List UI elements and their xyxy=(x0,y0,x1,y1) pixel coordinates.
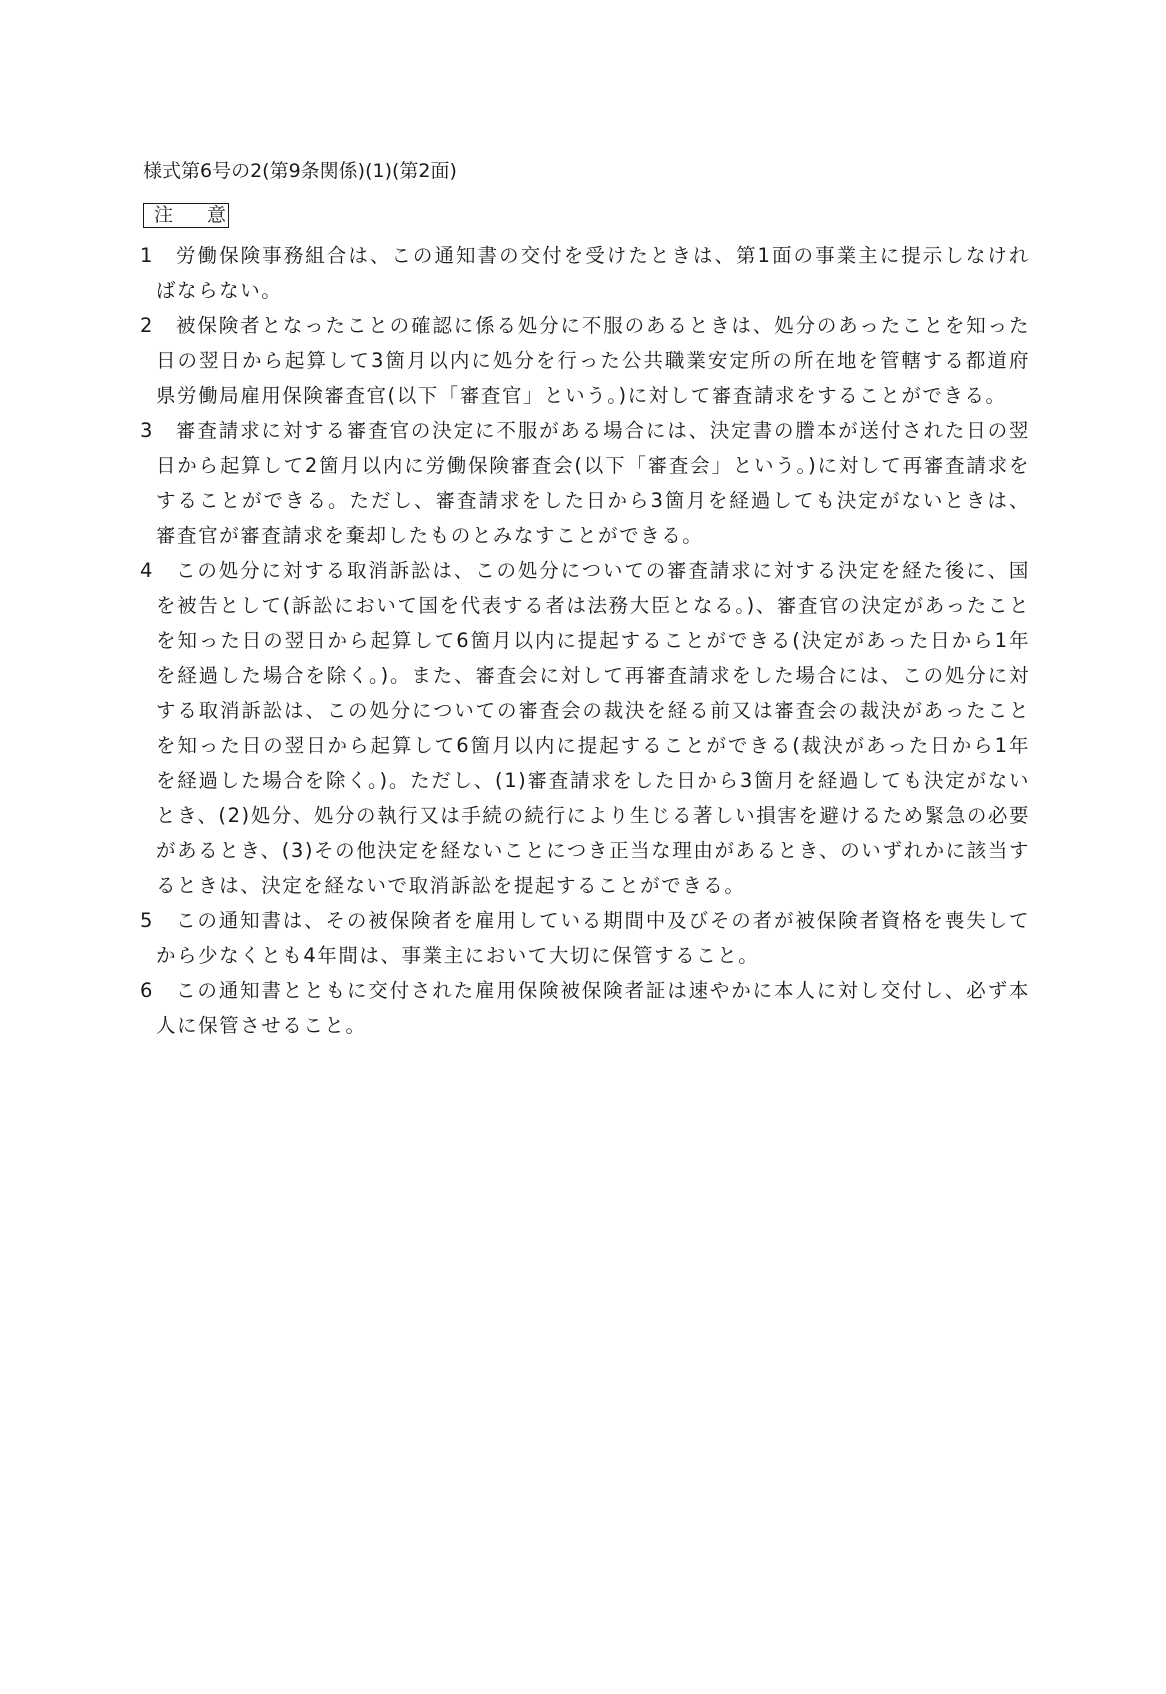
note-text: この処分に対する取消訴訟は、この処分についての審査請求に対する決定を経た後に、国を被告として(訴訟において国を代表する者は法務大臣となる。)、審査官の決定があったことを知った日の翌日から起算して6箇月以内に提起することができる(決定があった日から1年を経過した場合を除く。)。また、審査会に対して再審査請求をした場合には、この処分に対する取消訴訟は、この処分についての審査会の裁決を経る前又は審査会の裁決があったことを知った日の翌日から起算して6箇月以内に提起することができる(裁決があった日から1年を経過した場合を除く。)。ただし、(1)審査請求をした日から3箇月を経過しても決定がないとき、(2)処分、処分の執行又は手続の続行により生じる著しい損害を避けるため緊急の必要があるとき、(3)その他決定を経ないことにつき正当な理由があるとき、のいずれかに該当するときは、決定を経ないで取消訴訟を提起することができる。 xyxy=(156,559,1030,897)
note-item xyxy=(140,413,1030,553)
note-item xyxy=(140,238,1030,308)
note-item xyxy=(140,553,1030,903)
note-item xyxy=(140,308,1030,413)
caution-heading-box: 注 意 xyxy=(143,203,229,228)
note-number: 4 xyxy=(140,559,153,582)
form-identifier: 様式第6号の2(第9条関係)(1)(第2面) xyxy=(143,160,457,182)
note-item xyxy=(140,973,1030,1043)
note-number: 6 xyxy=(140,979,153,1002)
notes-list xyxy=(140,238,1030,1043)
note-text: この通知書は、その被保険者を雇用している期間中及びその者が被保険者資格を喪失してから少なくとも4年間は、事業主において大切に保管すること。 xyxy=(156,909,1030,967)
note-number: 5 xyxy=(140,909,153,932)
note-text: 労働保険事務組合は、この通知書の交付を受けたときは、第1面の事業主に提示しなければならない。 xyxy=(156,244,1030,302)
note-text: この通知書とともに交付された雇用保険被保険者証は速やかに本人に対し交付し、必ず本人に保管させること。 xyxy=(156,979,1030,1037)
note-text: 審査請求に対する審査官の決定に不服がある場合には、決定書の謄本が送付された日の翌日から起算して2箇月以内に労働保険審査会(以下「審査会」という。)に対して再審査請求をすることができる。ただし、審査請求をした日から3箇月を経過しても決定がないときは、審査官が審査請求を棄却したものとみなすことができる。 xyxy=(156,419,1030,547)
note-number: 3 xyxy=(140,419,153,442)
note-number: 2 xyxy=(140,314,153,337)
note-number: 1 xyxy=(140,244,153,267)
note-text: 被保険者となったことの確認に係る処分に不服のあるときは、処分のあったことを知った日の翌日から起算して3箇月以内に処分を行った公共職業安定所の所在地を管轄する都道府県労働局雇用保険審査官(以下「審査官」という。)に対して審査請求をすることができる。 xyxy=(156,314,1030,407)
note-item xyxy=(140,903,1030,973)
